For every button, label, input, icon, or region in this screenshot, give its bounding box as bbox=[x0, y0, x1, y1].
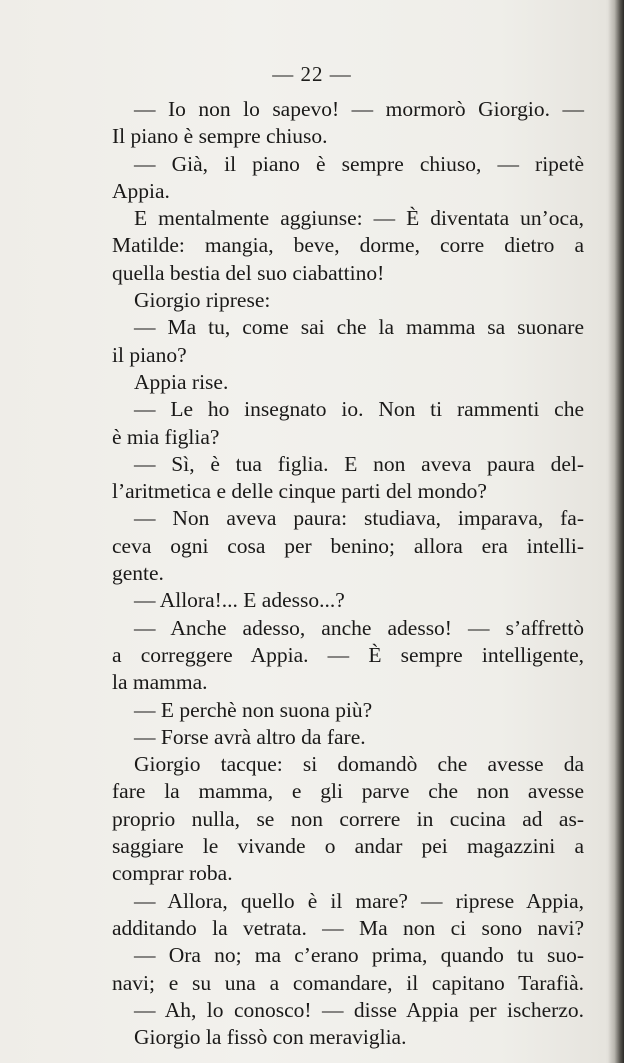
text-line: — Io non lo sapevo! — mormorò Giorgio. — bbox=[134, 97, 584, 121]
text-line: — Ma tu, come sai che la mamma sa suonare bbox=[134, 315, 584, 340]
text-line: — Le ho insegnato io. Non ti rammenti che bbox=[134, 397, 584, 422]
page-number: — 22 — bbox=[272, 62, 352, 86]
text-line: è mia figlia? bbox=[112, 424, 220, 449]
text-line: — Ah, lo conosco! — disse Appia per ischerzo. bbox=[134, 997, 584, 1022]
text-line: ceva ogni cosa per benino; allora era intelli- bbox=[112, 533, 584, 558]
text-line: Appia. bbox=[112, 178, 170, 203]
text-line: — Ora no; ma c’erano prima, quando tu suo- bbox=[134, 943, 584, 968]
text-line: quella bestia del suo ciabattino! bbox=[112, 260, 385, 285]
page-spine-shadow bbox=[608, 0, 624, 1063]
text-line: E mentalmente aggiunse: — È diventata un’oca, bbox=[134, 206, 584, 231]
text-line: Giorgio la fissò con meraviglia. bbox=[134, 1025, 407, 1050]
text-line: — E perchè non suona più? bbox=[134, 697, 373, 722]
text-line: — Allora!... E adesso...? bbox=[134, 588, 345, 613]
text-line: gente. bbox=[112, 561, 164, 586]
text-line: — Allora, quello è il mare? — riprese Appia, bbox=[134, 888, 584, 913]
text-line: navi; e su una a comandare, il capitano Tarafià. bbox=[112, 970, 584, 995]
text-line: — Forse avrà altro da fare. bbox=[134, 724, 366, 749]
text-line: proprio nulla, se non correre in cucina ad as- bbox=[112, 806, 584, 831]
text-line: — Già, il piano è sempre chiuso, — ripetè bbox=[134, 151, 584, 176]
text-line: additando la vetrata. — Ma non ci sono navi? bbox=[112, 915, 584, 940]
text-line: — Anche adesso, anche adesso! — s’affrettò bbox=[134, 615, 584, 640]
text-line: Matilde: mangia, beve, dorme, corre dietro a bbox=[112, 233, 584, 258]
text-line: — Sì, è tua figlia. E non aveva paura del- bbox=[134, 451, 584, 476]
text-line: — Non aveva paura: studiava, imparava, fa- bbox=[134, 506, 584, 531]
text-line: Appia rise. bbox=[134, 369, 229, 394]
text-line: comprar roba. bbox=[112, 861, 233, 886]
text-line: saggiare le vivande o andar pei magazzini a bbox=[112, 834, 584, 859]
text-line: Giorgio riprese: bbox=[134, 288, 271, 313]
text-line: fare la mamma, e gli parve che non avesse bbox=[112, 779, 584, 804]
text-line: la mamma. bbox=[112, 670, 208, 695]
text-line: a correggere Appia. — È sempre intelligente, bbox=[112, 642, 584, 667]
text-line: l’aritmetica e delle cinque parti del mondo? bbox=[112, 479, 487, 504]
text-body bbox=[112, 96, 584, 1051]
text-line: il piano? bbox=[112, 342, 187, 367]
text-line: Giorgio tacque: si domandò che avesse da bbox=[134, 752, 584, 777]
text-line: Il piano è sempre chiuso. bbox=[112, 124, 328, 149]
